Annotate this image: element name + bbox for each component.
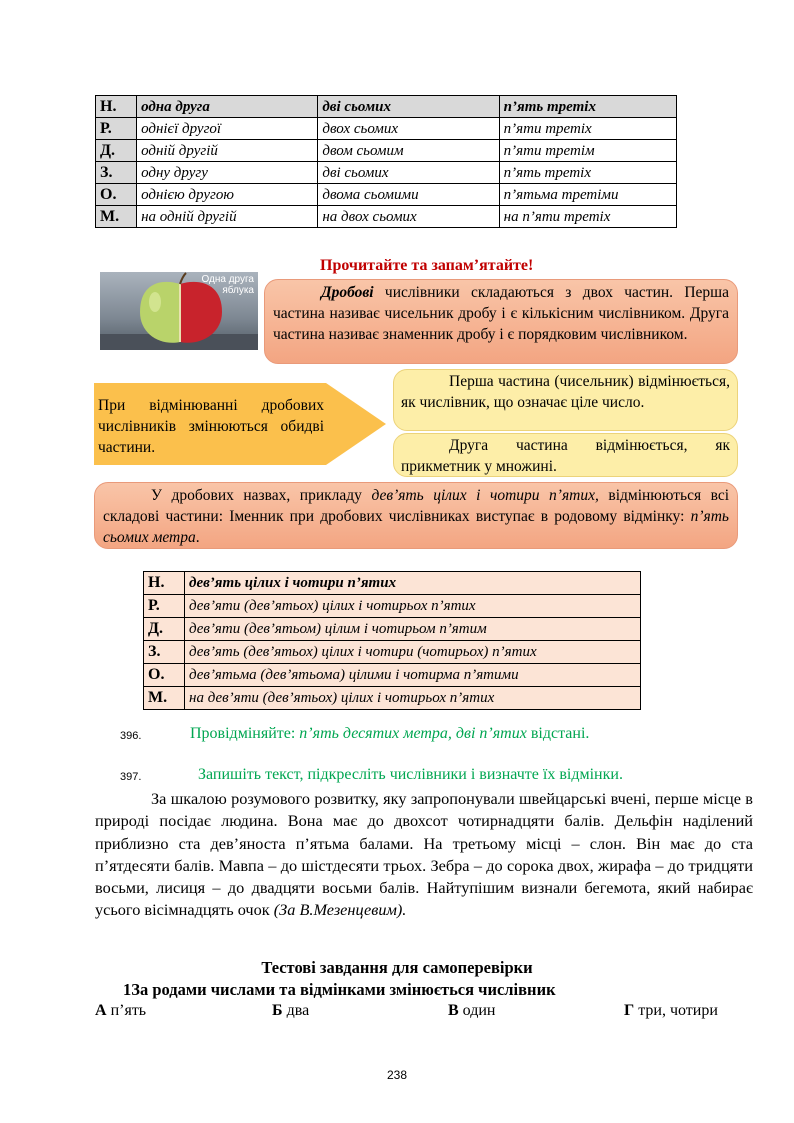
image-caption: Одна друга яблука <box>201 274 254 296</box>
test-option: Г три, чотири <box>624 1002 718 1019</box>
case-label: О. <box>96 184 137 206</box>
task-397-text: За шкалою розумового розвитку, яку запропонували швейцарські вчені, перше місце в природі посідає людина. Вона має до двохсот чотирнадцяти балів. Дельфін наділений приблизно ста дев’яноста п’ятьма балами. На третьому місці – слон. Він має до ста п’ятдесяти балів. Мавпа – до шістдесяти трьох. Зебра – до сорока двох, жирафа – до тридцяти восьми, лисиця – до двадцяти восьми балів. Найтупішим визнали бегемота, який набирає усього вісімнадцять очок (За В.Мезенцевим). <box>95 789 753 920</box>
test-question: 1За родами числами та відмінками змінюється числівник <box>123 980 556 999</box>
test-title: Тестові завдання для самоперевірки <box>261 958 533 977</box>
test-option: А п’ять <box>95 1002 147 1019</box>
case-label: Н. <box>144 572 185 595</box>
declension-table-fractions <box>95 95 677 228</box>
table-cell: на п’яти третіх <box>499 206 676 228</box>
table-row <box>144 687 641 710</box>
case-label: М. <box>144 687 185 710</box>
table-row <box>96 162 677 184</box>
test-option: В один <box>448 1002 496 1019</box>
case-label: З. <box>144 641 185 664</box>
case-label: Р. <box>96 118 137 140</box>
task-396-text: Провідміняйте: п’ять десятих метра, дві п’ятих відстані. <box>190 725 590 742</box>
table-cell: дев’ять цілих і чотири п’ятих <box>185 572 641 595</box>
table-cell: однією другою <box>137 184 318 206</box>
table-cell: на дев’яти (дев’ятьох) цілих і чотирьох п’ятих <box>185 687 641 710</box>
table-cell: однієї другої <box>137 118 318 140</box>
table-cell: п’ятьма третіми <box>499 184 676 206</box>
table-cell: дев’яти (дев’ятьом) цілим і чотирьом п’ятим <box>185 618 641 641</box>
table-cell: на двох сьомих <box>318 206 499 228</box>
page-number: 238 <box>386 1068 408 1082</box>
table-cell: п’яти третім <box>499 140 676 162</box>
table-row <box>96 96 677 118</box>
table-cell: дві сьомих <box>318 96 499 118</box>
table-cell: п’ять третіх <box>499 96 676 118</box>
table-cell: п’ять третіх <box>499 162 676 184</box>
table-cell: дев’яти (дев’ятьох) цілих і чотирьох п’ятих <box>185 595 641 618</box>
task-number: 396. <box>120 730 142 742</box>
rule-box-definition: Дробові числівники складаються з двох частин. Перша частина називає чисельник дробу і є кількісним числівником. Друга частина називає знаменник дробу і є порядковим числівником. <box>264 279 738 364</box>
table-cell: двома сьомими <box>318 184 499 206</box>
table-row <box>144 618 641 641</box>
apple-image <box>100 272 258 350</box>
task-397-instruction: Запишіть текст, підкресліть числівники і визначте їх відмінки. <box>198 766 623 783</box>
table-row <box>96 140 677 162</box>
table-cell: на одній другій <box>137 206 318 228</box>
case-label: Н. <box>96 96 137 118</box>
task-number: 397. <box>120 771 142 783</box>
table-row <box>96 206 677 228</box>
case-label: О. <box>144 664 185 687</box>
arrow-text: При відмінюванні дробових числівників змінюються обидві частини. <box>98 397 324 456</box>
table-row <box>144 595 641 618</box>
case-label: Д. <box>144 618 185 641</box>
rule-box-example: У дробових назвах, прикладу дев’ять цілих і чотири п’ятих, відмінюються всі складові частини: Іменник при дробових числівниках виступає в родовому відмінку: п’ять сьомих метра. <box>94 482 738 549</box>
table-cell: п’яти третіх <box>499 118 676 140</box>
table-row <box>96 118 677 140</box>
table-cell: одній другій <box>137 140 318 162</box>
table-cell: дев’ятьма (дев’ятьома) цілими і чотирма п’ятими <box>185 664 641 687</box>
table-row <box>144 641 641 664</box>
table-row <box>144 572 641 595</box>
rule-box-denominator: Друга частина відмінюється, як прикметник у множині. <box>393 433 738 477</box>
case-label: Р. <box>144 595 185 618</box>
case-label: Д. <box>96 140 137 162</box>
rule-box-numerator: Перша частина (чисельник) відмінюється, як числівник, що означає ціле число. <box>393 369 738 431</box>
case-label: З. <box>96 162 137 184</box>
table-row <box>96 184 677 206</box>
table-cell: дев’ять (дев’ятьох) цілих і чотири (чотирьох) п’ятих <box>185 641 641 664</box>
test-option: Б два <box>272 1002 310 1019</box>
case-label: М. <box>96 206 137 228</box>
table-cell: двом сьомим <box>318 140 499 162</box>
table-cell: одну другу <box>137 162 318 184</box>
table-cell: дві сьомих <box>318 162 499 184</box>
table-cell: одна друга <box>137 96 318 118</box>
declension-table-compound <box>143 571 641 710</box>
term-drobovi: Дробові <box>321 284 374 301</box>
table-cell: двох сьомих <box>318 118 499 140</box>
table-row <box>144 664 641 687</box>
rule-heading: Прочитайте та запам’ятайте! <box>320 257 534 274</box>
